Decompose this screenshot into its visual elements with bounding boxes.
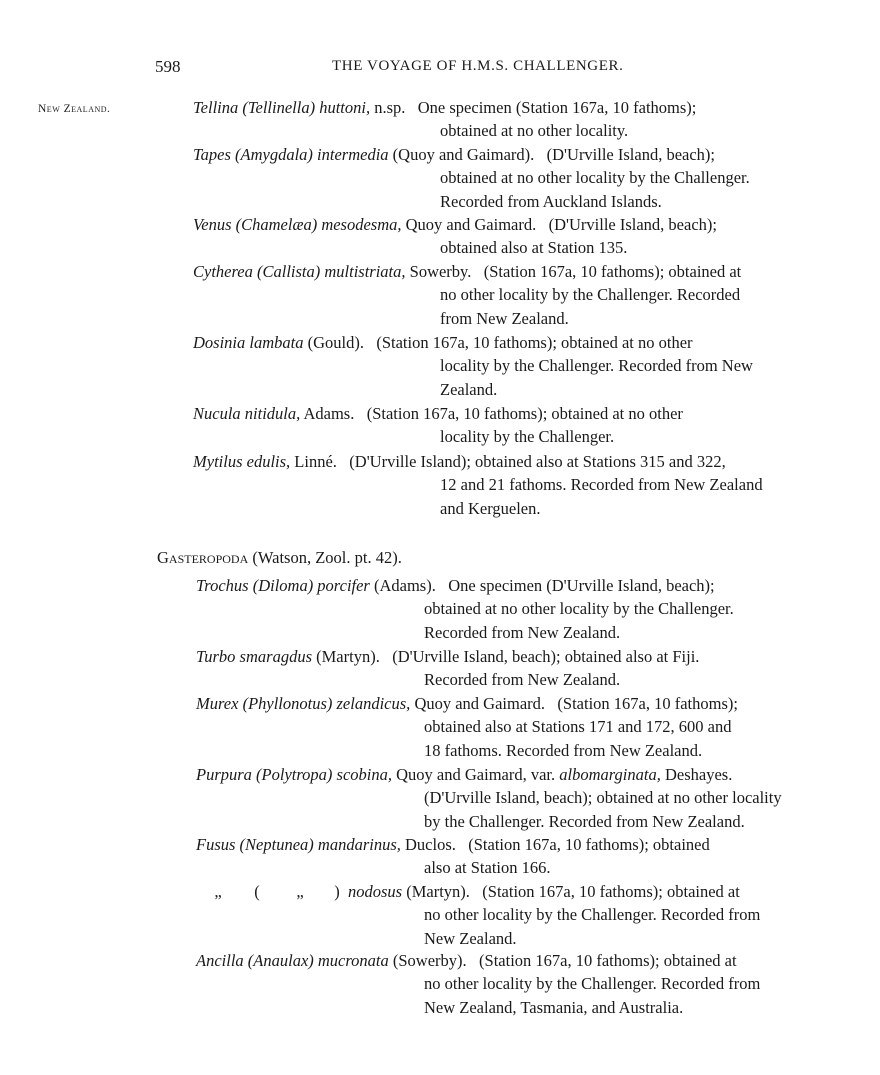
entry-text: (Station 167a, 10 fathoms); obtained at no other [376,333,693,352]
species-entry-purpura [196,763,840,833]
species-name: Cytherea (Callista) multistriata, [193,262,406,281]
page-number: 598 [155,57,181,76]
entry-text: also at Station 166. [424,858,551,878]
entry-text: (D'Urville Island); obtained also at Stations 315 and 322, [349,452,726,471]
entry-text: One specimen (D'Urville Island, beach); [448,576,715,595]
species-entry-murex [196,692,840,762]
entry-text: (D'Urville Island, beach); [548,215,717,234]
species-entry-tapes [193,143,840,213]
species-authority: Adams. [300,404,355,423]
entry-text: One specimen (Station 167a, 10 fathoms); [417,98,697,117]
species-name: Mytilus edulis, [193,452,291,471]
ditto-mark: „ [214,882,222,901]
entry-text: obtained at no other locality. [440,121,629,141]
species-name: Venus (Chamelæa) mesodesma, [193,215,402,234]
variety-name: albomarginata, [559,765,661,784]
section-heading-reference: (Watson, Zool. pt. 42). [248,548,402,567]
entry-text: (Station 167a, 10 fathoms); obtained [468,835,710,854]
entry-text: (Station 167a, 10 fathoms); [557,694,738,713]
entry-text: (Station 167a, 10 fathoms); obtained at [482,882,740,901]
entry-text: (Station 167a, 10 fathoms); obtained at [479,951,737,970]
species-name: Nucula nitidula, [193,404,301,423]
species-authority: Duclos. [400,835,456,854]
entry-text: Recorded from New Zealand. [424,622,621,642]
species-name: Dosinia lambata [193,333,304,352]
entry-text: (Station 167a, 10 fathoms); obtained at no other [366,404,683,423]
species-name: Tapes (Amygdala) intermedia [193,145,389,164]
species-entry-nucula [193,402,840,449]
paren-open: ( [254,882,260,901]
species-entry-cytherea [193,260,840,330]
margin-label: New Zealand. [38,103,111,115]
entry-text: (D'Urville Island, beach); [546,145,716,164]
species-entry-fusus-nodosus [196,880,840,950]
entry-text: locality by the Challenger. [440,427,615,447]
species-authority: n.sp. [370,98,406,117]
species-entry-fusus [196,833,840,880]
species-name: Murex (Phyllonotus) zelandicus, [196,694,411,713]
entry-text: New Zealand. [424,928,517,948]
entry-text: (D'Urville Island, beach); obtained also at Fiji. [392,647,700,666]
entry-text: Recorded from New Zealand. [424,670,621,690]
entry-text: obtained also at Stations 171 and 172, 600 and [424,717,732,737]
species-authority: Quoy and Gaimard. [410,694,546,713]
entry-text: and Kerguelen. [440,498,541,518]
ditto-mark: „ [296,882,304,901]
species-entry-trochus [196,574,840,644]
entry-text: (Station 167a, 10 fathoms); obtained at [483,262,742,281]
entry-text: no other locality by the Challenger. Recorded from [424,905,761,925]
species-name: Turbo smaragdus [196,647,312,666]
species-authority: Quoy and Gaimard. [401,215,537,234]
species-entry-turbo [196,645,840,692]
section-heading [157,548,402,568]
species-entry-mytilus [193,450,840,520]
species-authority: (Martyn). [312,647,380,666]
entry-text: Zealand. [440,379,498,399]
entry-text: no other locality by the Challenger. Recorded from [424,974,761,994]
species-authority: (Quoy and Gaimard). [388,145,535,164]
species-authority: (Gould). [303,333,364,352]
entry-text: locality by the Challenger. Recorded from New [440,356,753,376]
section-heading-title: Gasteropoda [157,548,249,567]
running-title: THE VOYAGE OF H.M.S. CHALLENGER. [332,58,624,74]
entry-text: obtained also at Station 135. [440,238,628,258]
species-entry-dosinia [193,331,840,401]
species-name: Tellina (Tellinella) huttoni, [193,98,371,117]
species-name: Purpura (Polytropa) scobina, [196,765,392,784]
entry-text: (D'Urville Island, beach); obtained at no other locality [424,788,782,808]
entry-text: New Zealand, Tasmania, and Australia. [424,997,684,1017]
species-authority: (Martyn). [402,882,470,901]
entry-text: by the Challenger. Recorded from New Zealand. [424,811,745,831]
species-authority: Linné. [290,452,337,471]
entry-text: Recorded from Auckland Islands. [440,191,662,211]
entry-text: 12 and 21 fathoms. Recorded from New Zealand [440,475,763,495]
species-authority: Sowerby. [405,262,472,281]
species-entry-ancilla [196,949,840,1019]
entry-text: obtained at no other locality by the Challenger. [440,168,750,188]
entry-text: no other locality by the Challenger. Recorded [440,285,741,305]
species-name: Fusus (Neptunea) mandarinus, [196,835,401,854]
species-authority: Quoy and Gaimard, var. [392,765,556,784]
entry-text: 18 fathoms. Recorded from New Zealand. [424,740,703,760]
species-authority: (Sowerby). [388,951,467,970]
variety-authority: Deshayes. [660,765,733,784]
entry-text: from New Zealand. [440,308,569,328]
species-entry-venus [193,213,840,260]
species-name: Ancilla (Anaulax) mucronata [196,951,389,970]
species-entry-tellina [193,96,840,143]
species-name: nodosus [348,882,403,901]
species-name: Trochus (Diloma) porcifer [196,576,370,595]
paren-close: ) [334,882,340,901]
species-authority: (Adams). [369,576,436,595]
entry-text: obtained at no other locality by the Challenger. [424,599,734,619]
